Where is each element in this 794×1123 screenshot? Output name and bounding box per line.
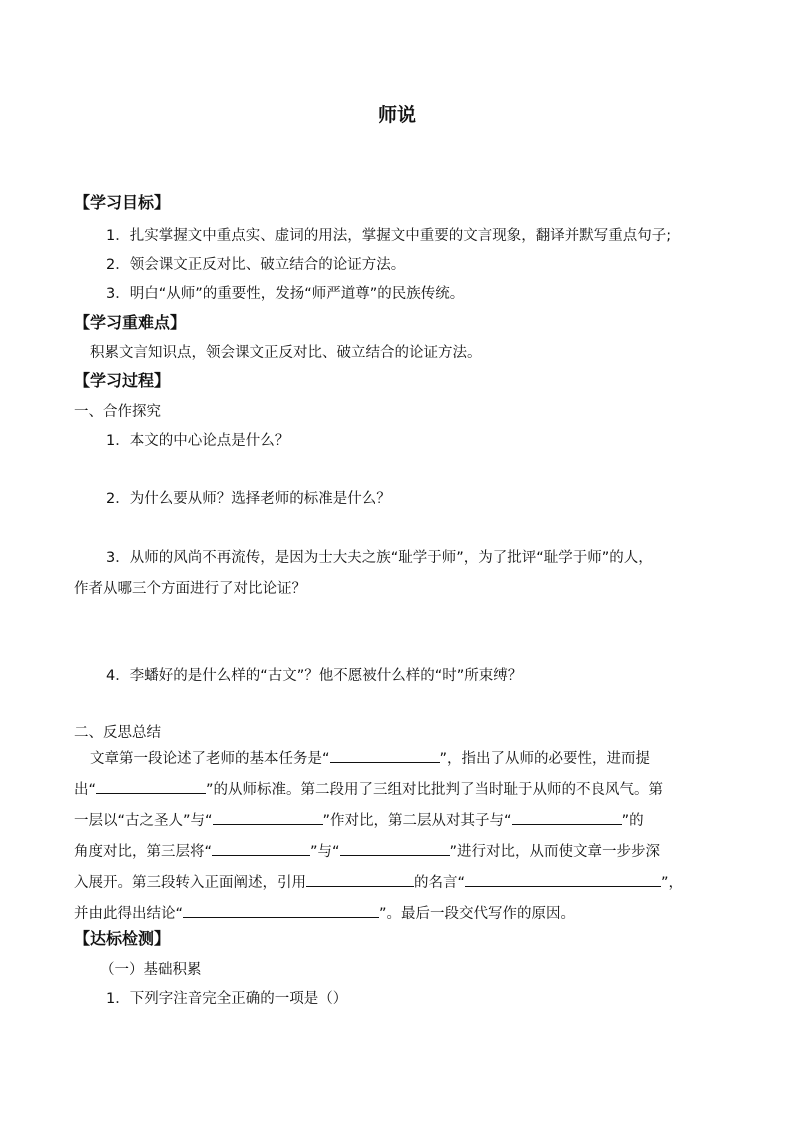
summary-line-1: 文章第一段论述了老师的基本任务是“ ”，指出了从师的必要性，进而提 <box>74 744 730 775</box>
page-title: 师说 <box>377 104 416 126</box>
test-question-1: 1．下列字注音完全正确的一项是（） <box>106 991 348 1007</box>
goal-item-2: 2．领会课文正反对比、破立结合的论证方法。 <box>106 257 406 273</box>
section-learning-goals: 【学习目标】 <box>74 193 171 212</box>
fill-blank[interactable] <box>340 841 450 856</box>
summary-line-4: 角度对比，第三层将“ ”与“ ”进行对比，从而使文章一步步深 <box>74 837 730 868</box>
section-key-points: 【学习重难点】 <box>74 313 187 332</box>
fill-blank[interactable] <box>465 872 661 887</box>
question-3-line2: 作者从哪三个方面进行了对比论证？ <box>74 581 306 597</box>
part2-heading: 二、反思总结 <box>74 725 161 741</box>
fill-blank[interactable] <box>213 810 323 825</box>
summary-line-5: 入展开。第三段转入正面阐述，引用 的名言“ ”， <box>74 868 730 899</box>
question-1: 1．本文的中心论点是什么？ <box>106 433 290 449</box>
section-test: 【达标检测】 <box>74 929 171 948</box>
fill-blank[interactable] <box>212 841 310 856</box>
summary-paragraph <box>74 744 730 930</box>
fill-blank[interactable] <box>330 748 440 763</box>
goal-item-1: 1．扎实掌握文中重点实、虚词的用法，掌握文中重要的文言现象，翻译并默写重点句子; <box>106 228 672 244</box>
fill-blank[interactable] <box>512 810 622 825</box>
fill-blank[interactable] <box>183 903 379 918</box>
key-points-text: 积累文言知识点，领会课文正反对比、破立结合的论证方法。 <box>90 345 482 361</box>
question-4: 4．李蟠好的是什么样的“古文”？他不愿被什么样的“时”所束缚？ <box>106 668 523 684</box>
summary-line-3: 一层以“古之圣人”与“ ”作对比，第二层从对其子与“ ”的 <box>74 806 730 837</box>
test-subheading: （一）基础积累 <box>100 962 202 978</box>
section-learning-process: 【学习过程】 <box>74 371 171 390</box>
fill-blank[interactable] <box>96 779 206 794</box>
part1-heading: 一、合作探究 <box>74 404 161 420</box>
summary-line-6: 并由此得出结论“ ”。最后一段交代写作的原因。 <box>74 899 730 930</box>
question-3-line1: 3．从师的风尚不再流传，是因为士大夫之族“耻学于师”，为了批评“耻学于师”的人， <box>106 550 653 566</box>
fill-blank[interactable] <box>306 872 414 887</box>
goal-item-3: 3．明白“从师”的重要性，发扬“师严道尊”的民族传统。 <box>106 286 465 302</box>
summary-line-2: 出“ ”的从师标准。第二段用了三组对比批判了当时耻于从师的不良风气。第 <box>74 775 730 806</box>
question-2: 2．为什么要从师？选择老师的标准是什么？ <box>106 491 391 507</box>
